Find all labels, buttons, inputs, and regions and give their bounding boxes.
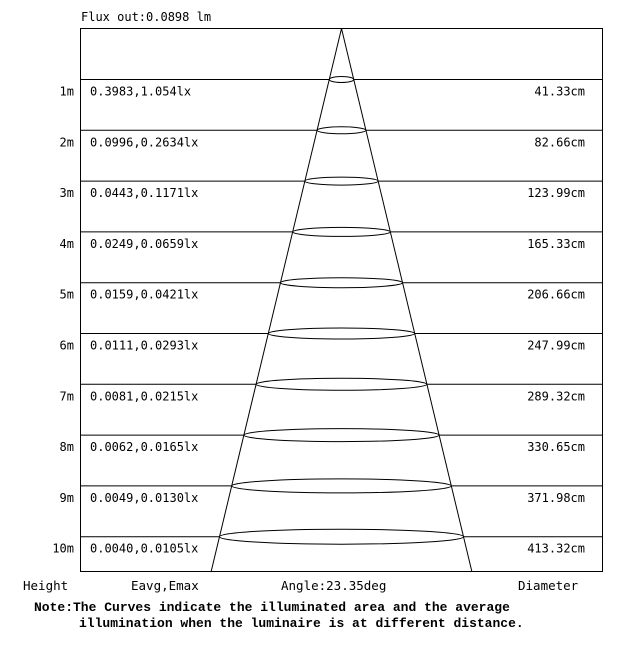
height-label: 8m	[59, 440, 74, 455]
diameter-value: 82.66cm	[534, 135, 585, 150]
footer-height-label: Height	[23, 578, 69, 593]
diameter-value: 123.99cm	[527, 186, 585, 201]
eavg-emax-value: 0.0081,0.0215lx	[90, 389, 199, 404]
area-ellipse	[281, 278, 403, 288]
eavg-emax-value: 0.0159,0.0421lx	[90, 287, 199, 302]
flux-label: Flux out:0.0898 lm	[81, 10, 212, 24]
diameter-value: 206.66cm	[527, 287, 585, 302]
area-ellipse	[220, 529, 464, 544]
footer-eavg-label: Eavg,Emax	[131, 578, 199, 593]
area-ellipse	[293, 227, 391, 236]
height-label: 3m	[59, 186, 74, 201]
area-ellipse	[268, 328, 414, 339]
diameter-value: 413.32cm	[527, 541, 585, 556]
area-ellipse	[317, 127, 366, 134]
diameter-value: 371.98cm	[527, 490, 585, 505]
height-label: 9m	[59, 490, 74, 505]
area-ellipse	[232, 479, 452, 493]
eavg-emax-value: 0.0040,0.0105lx	[90, 541, 199, 556]
height-label: 6m	[59, 338, 74, 353]
diameter-value: 289.32cm	[527, 389, 585, 404]
eavg-emax-value: 0.0443,0.1171lx	[90, 186, 199, 201]
diameter-value: 41.33cm	[534, 84, 585, 99]
eavg-emax-value: 0.0111,0.0293lx	[90, 338, 199, 353]
height-label: 7m	[59, 389, 74, 404]
eavg-emax-value: 0.0249,0.0659lx	[90, 236, 199, 251]
height-label: 10m	[52, 541, 74, 556]
footer-angle-label: Angle:23.35deg	[281, 578, 387, 593]
illuminated-area-ellipses	[220, 77, 464, 545]
area-ellipse	[305, 177, 378, 185]
height-label: 4m	[59, 236, 74, 251]
area-ellipse	[244, 429, 439, 442]
footer-diameter-label: Diameter	[518, 578, 579, 593]
area-ellipse	[256, 378, 427, 390]
diameter-value: 330.65cm	[527, 440, 585, 455]
note-line-2: illumination when the luminaire is at different distance.	[79, 616, 524, 631]
eavg-emax-value: 0.3983,1.054lx	[90, 84, 192, 99]
eavg-emax-value: 0.0062,0.0165lx	[90, 440, 199, 455]
height-label: 5m	[59, 287, 74, 302]
eavg-emax-value: 0.0049,0.0130lx	[90, 490, 199, 505]
area-ellipse	[329, 77, 353, 83]
height-label: 1m	[59, 84, 74, 99]
note-line-1: Note:The Curves indicate the illuminated area and the average	[34, 600, 510, 615]
diameter-value: 247.99cm	[527, 338, 585, 353]
eavg-emax-value: 0.0996,0.2634lx	[90, 135, 199, 150]
note	[34, 600, 634, 632]
diameter-value: 165.33cm	[527, 236, 585, 251]
height-label: 2m	[59, 135, 74, 150]
